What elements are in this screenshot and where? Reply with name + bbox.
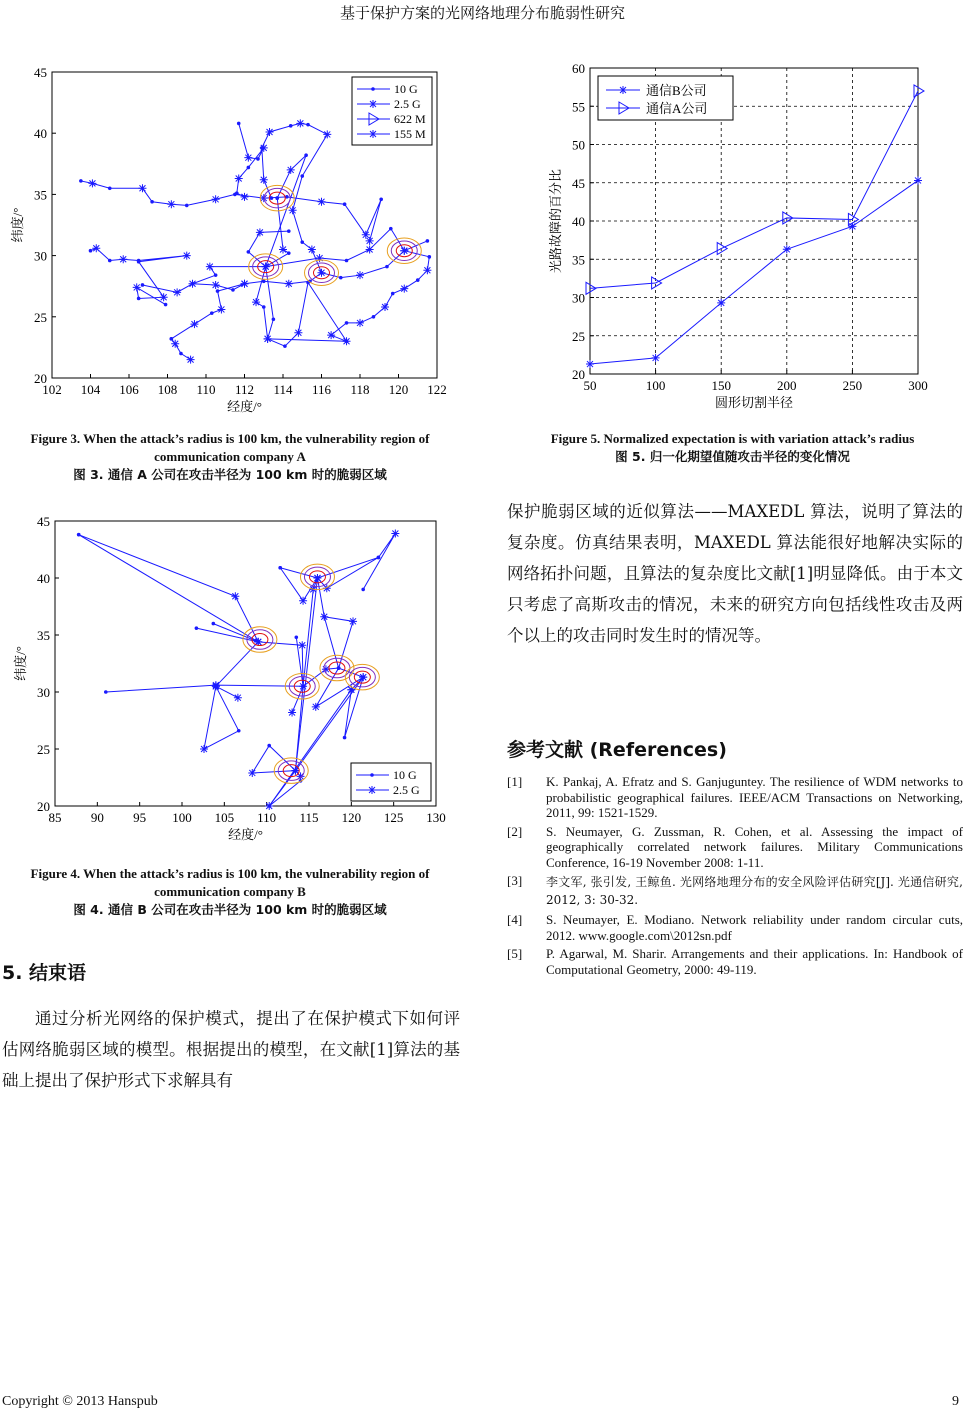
network-node bbox=[372, 315, 376, 319]
plot-marks bbox=[586, 85, 924, 368]
series-line bbox=[590, 91, 918, 288]
network-node bbox=[318, 198, 326, 206]
figure-5-caption bbox=[500, 430, 965, 466]
network-node bbox=[362, 231, 370, 239]
network-link bbox=[252, 746, 295, 773]
network-node bbox=[304, 153, 308, 157]
network-node bbox=[189, 280, 197, 288]
network-node bbox=[300, 240, 304, 244]
network-node bbox=[275, 196, 279, 200]
x-tick-label: 104 bbox=[80, 382, 101, 397]
network-node bbox=[306, 123, 310, 127]
network-node bbox=[256, 157, 260, 161]
x-tick-label: 250 bbox=[842, 378, 863, 393]
network-node bbox=[179, 352, 183, 356]
network-node bbox=[137, 297, 141, 301]
legend-label: 2.5 G bbox=[393, 783, 420, 797]
network-node bbox=[210, 311, 214, 315]
network-node bbox=[287, 166, 295, 174]
y-tick-label: 45 bbox=[572, 175, 585, 191]
network-node bbox=[185, 204, 189, 208]
y-tick-label: 35 bbox=[572, 252, 585, 268]
x-tick-label: 105 bbox=[214, 810, 235, 825]
network-node bbox=[235, 174, 243, 182]
network-node bbox=[138, 184, 146, 192]
network-node bbox=[381, 303, 389, 311]
reference-item bbox=[507, 873, 963, 909]
network-node bbox=[247, 250, 251, 254]
reference-text: P. Agarwal, M. Sharir. Arrangements and their applications. In: Handbook of Computational Geometry, 2000: 49-119. bbox=[546, 946, 963, 977]
network-node bbox=[108, 259, 112, 263]
network-node bbox=[264, 335, 272, 343]
x-tick-label: 108 bbox=[157, 382, 178, 397]
network-node bbox=[200, 745, 208, 753]
network-node bbox=[212, 281, 220, 289]
network-node bbox=[270, 196, 274, 200]
network-node bbox=[361, 675, 365, 679]
x-tick-label: 150 bbox=[711, 378, 731, 393]
legend bbox=[352, 77, 432, 145]
network-node bbox=[266, 128, 274, 136]
network-node bbox=[278, 566, 282, 570]
network-node bbox=[206, 263, 214, 271]
figure-3-caption bbox=[10, 430, 450, 484]
y-tick-label: 35 bbox=[34, 187, 47, 203]
figure-4-caption bbox=[10, 865, 450, 919]
legend-marker bbox=[619, 86, 627, 94]
x-tick-label: 100 bbox=[645, 378, 666, 393]
data-point bbox=[586, 360, 594, 368]
x-tick-label: 110 bbox=[257, 810, 277, 825]
y-tick-label: 40 bbox=[572, 214, 585, 229]
y-tick-label: 35 bbox=[37, 628, 50, 643]
legend-label: 10 G bbox=[393, 768, 417, 782]
network-node bbox=[214, 273, 218, 277]
y-tick-label: 40 bbox=[34, 126, 47, 142]
y-tick-label: 20 bbox=[37, 799, 50, 814]
plot-marks bbox=[79, 119, 431, 363]
network-node bbox=[256, 228, 264, 236]
network-node bbox=[133, 283, 141, 291]
network-node bbox=[308, 245, 316, 253]
network-node bbox=[183, 252, 191, 260]
network-node bbox=[108, 186, 112, 190]
reference-item bbox=[507, 774, 963, 821]
reference-number: [1] bbox=[507, 774, 523, 789]
figure-5-plot bbox=[530, 55, 950, 415]
network-link bbox=[171, 339, 190, 360]
y-tick-label: 60 bbox=[572, 61, 585, 76]
network-node bbox=[391, 292, 395, 296]
network-node bbox=[272, 317, 276, 321]
network-link bbox=[91, 248, 187, 304]
x-tick-label: 50 bbox=[583, 378, 597, 393]
reference-item bbox=[507, 824, 963, 871]
x-tick-label: 125 bbox=[383, 810, 404, 825]
x-tick-label: 115 bbox=[299, 810, 319, 825]
legend-label: 622 M bbox=[394, 112, 426, 126]
network-node bbox=[267, 744, 271, 748]
conclusion-continued-paragraph: 保护脆弱区域的近似算法——MAXEDL 算法，说明了算法的复杂度。仿真结果表明，MAXEDL 算法能很好地解决实际的网络拓扑问题，且算法的复杂度比文献[1]明显降低。由于本文只考虑了高斯攻击的情况，未来的研究方向包括线性攻击及两个以上的攻击同时发生时的情况等。 bbox=[507, 502, 963, 645]
network-node bbox=[345, 259, 349, 263]
y-axis-label: 纬度/° bbox=[13, 646, 28, 681]
network-node bbox=[400, 285, 408, 293]
network-node bbox=[256, 640, 260, 644]
figure-3-caption-zh: 图 3. 通信 A 公司在攻击半径为 100 km 时的脆弱区域 bbox=[73, 467, 387, 482]
x-tick-label: 122 bbox=[427, 382, 447, 397]
y-tick-label: 40 bbox=[37, 571, 50, 586]
network-node bbox=[244, 154, 252, 162]
network-node bbox=[320, 271, 324, 275]
network-node bbox=[212, 682, 220, 690]
network-node bbox=[262, 305, 266, 309]
x-tick-label: 100 bbox=[172, 810, 192, 825]
x-tick-label: 102 bbox=[42, 382, 62, 397]
network-node bbox=[212, 622, 216, 626]
network-node bbox=[79, 179, 83, 183]
network-node bbox=[264, 265, 268, 269]
network-node bbox=[212, 195, 220, 203]
y-tick-label: 20 bbox=[572, 367, 585, 382]
y-tick-label: 25 bbox=[37, 742, 50, 757]
reference-list bbox=[507, 774, 963, 980]
network-link bbox=[269, 690, 351, 806]
legend-label: 通信B公司 bbox=[646, 83, 707, 98]
copyright-footer: Copyright © 2013 Hanspub bbox=[2, 1394, 158, 1409]
network-node bbox=[167, 200, 175, 208]
network-node bbox=[416, 278, 420, 282]
network-node bbox=[187, 356, 195, 364]
network-node bbox=[423, 266, 431, 274]
network-node bbox=[285, 280, 293, 288]
legend-label: 10 G bbox=[394, 82, 418, 96]
network-node bbox=[247, 166, 251, 170]
data-point bbox=[783, 245, 791, 253]
legend-marker bbox=[369, 100, 377, 108]
network-node bbox=[366, 237, 374, 245]
network-node bbox=[217, 305, 225, 313]
figure-3-plot bbox=[0, 55, 470, 420]
x-tick-label: 118 bbox=[350, 382, 370, 397]
network-node bbox=[119, 255, 127, 263]
x-axis-label: 经度/° bbox=[228, 827, 263, 842]
figure-4-caption-en: Figure 4. When the attack’s radius is 100 km, the vulnerability region of communication company B bbox=[30, 866, 430, 899]
network-node bbox=[241, 193, 249, 201]
figure-5-caption-zh: 图 5. 归一化期望值随攻击半径的变化情况 bbox=[615, 449, 850, 464]
x-tick-label: 120 bbox=[341, 810, 362, 825]
x-tick-label: 200 bbox=[777, 378, 797, 393]
network-node bbox=[216, 289, 220, 293]
y-tick-label: 30 bbox=[34, 248, 47, 264]
network-node bbox=[343, 736, 347, 740]
network-node bbox=[89, 249, 93, 253]
network-node bbox=[327, 331, 335, 339]
network-node bbox=[287, 229, 291, 233]
network-node bbox=[426, 239, 430, 243]
network-node bbox=[92, 244, 100, 252]
reference-number: [3] bbox=[507, 873, 523, 888]
network-node bbox=[366, 245, 374, 253]
reference-text: S. Neumayer, G. Zussman, R. Cohen, et al. Assessing the impact of geographically correlated network failures. Military Communications Conference, 16-19 November 2008: 1-11. bbox=[546, 823, 963, 870]
network-node bbox=[260, 146, 264, 150]
x-tick-label: 110 bbox=[196, 382, 216, 397]
figure-4-caption-zh: 图 4. 通信 B 公司在攻击半径为 100 km 时的脆弱区域 bbox=[73, 902, 387, 917]
network-node bbox=[77, 533, 81, 537]
reference-number: [4] bbox=[507, 912, 523, 927]
x-tick-label: 112 bbox=[234, 382, 255, 397]
reference-text: K. Pankaj, A. Efratz and S. Ganjuguntey. The resilience of WDM networks to probabilistic geographical failures. IEEE/ACM Transactions on Networking, 2011, 99: 1521-1529. bbox=[546, 774, 963, 820]
network-node bbox=[260, 176, 268, 184]
reference-number: [2] bbox=[507, 823, 523, 839]
x-tick-label: 95 bbox=[133, 810, 147, 825]
x-tick-label: 300 bbox=[908, 378, 928, 393]
network-node bbox=[391, 530, 399, 538]
x-tick-label: 85 bbox=[48, 810, 62, 825]
y-tick-label: 25 bbox=[34, 309, 47, 325]
network-node bbox=[234, 694, 242, 702]
legend-marker bbox=[368, 786, 376, 794]
network-node bbox=[385, 265, 389, 269]
legend-marker bbox=[371, 87, 375, 91]
x-tick-label: 106 bbox=[119, 382, 139, 397]
network-node bbox=[389, 227, 393, 231]
page-number: 9 bbox=[952, 1394, 959, 1409]
legend-marker bbox=[369, 130, 377, 138]
x-axis-label: 圆形切割半径 bbox=[714, 395, 794, 410]
section-5-heading: 5. 结束语 bbox=[2, 962, 87, 984]
network-node bbox=[287, 251, 291, 255]
reference-number: [5] bbox=[507, 946, 523, 961]
network-node bbox=[296, 119, 304, 127]
y-tick-label: 50 bbox=[572, 137, 585, 153]
y-tick-label: 25 bbox=[572, 328, 585, 344]
network-node bbox=[88, 179, 96, 187]
x-tick-label: 120 bbox=[388, 382, 409, 397]
x-tick-label: 130 bbox=[426, 810, 446, 825]
network-node bbox=[361, 588, 365, 592]
network-node bbox=[141, 283, 145, 287]
network-node bbox=[241, 280, 249, 288]
legend bbox=[351, 763, 431, 801]
network-node bbox=[267, 804, 271, 808]
legend-label: 155 M bbox=[394, 127, 426, 141]
network-node bbox=[173, 288, 181, 296]
network-node bbox=[298, 641, 306, 649]
section-5-paragraph: 通过分析光网络的保护模式，提出了在保护模式下如何评估网络脆弱区域的模型。根据提出的模型，在文献[1]算法的基础上提出了保护形式下求解具有 bbox=[2, 1009, 460, 1090]
y-tick-label: 55 bbox=[572, 99, 585, 115]
network-node bbox=[164, 303, 168, 307]
network-node bbox=[288, 709, 296, 717]
network-node bbox=[400, 247, 408, 255]
series-line bbox=[590, 180, 918, 364]
network-node bbox=[301, 685, 305, 689]
network-node bbox=[312, 703, 320, 711]
y-tick-label: 20 bbox=[34, 371, 47, 386]
legend-label: 通信A公司 bbox=[646, 101, 708, 116]
network-node bbox=[160, 293, 168, 301]
data-point bbox=[914, 176, 922, 184]
network-node bbox=[195, 626, 199, 630]
network-link bbox=[345, 677, 364, 737]
network-node bbox=[283, 344, 287, 348]
y-tick-label: 45 bbox=[34, 65, 47, 80]
network-node bbox=[345, 339, 349, 343]
network-node bbox=[237, 122, 241, 126]
network-node bbox=[356, 271, 364, 279]
x-axis-label: 经度/° bbox=[227, 399, 262, 414]
x-tick-label: 90 bbox=[90, 810, 104, 825]
network-node bbox=[171, 340, 179, 348]
network-link bbox=[81, 181, 381, 241]
running-header: 基于保护方案的光网络地理分布脆弱性研究 bbox=[339, 4, 625, 22]
network-node bbox=[170, 337, 174, 341]
reference-text: S. Neumayer, E. Modiano. Network reliability under random circular cuts, 2012. www.google.com\2012sn.pdf bbox=[546, 912, 963, 943]
network-node bbox=[322, 615, 326, 619]
y-tick-label: 30 bbox=[572, 290, 585, 306]
network-link bbox=[79, 535, 258, 642]
reference-item bbox=[507, 946, 963, 977]
network-node bbox=[313, 574, 321, 582]
data-point bbox=[652, 354, 660, 362]
network-node bbox=[345, 321, 349, 325]
network-node bbox=[337, 666, 341, 670]
network-node bbox=[428, 255, 432, 259]
x-tick-label: 116 bbox=[311, 382, 332, 397]
network-node bbox=[356, 319, 364, 327]
y-axis-label: 纬度/° bbox=[10, 207, 25, 243]
network-node bbox=[289, 124, 293, 128]
network-node bbox=[289, 206, 297, 214]
figure-3-caption-en: Figure 3. When the attack’s radius is 100 km, the vulnerability region of communication company A bbox=[30, 431, 430, 464]
network-node bbox=[349, 617, 357, 625]
x-tick-label: 114 bbox=[273, 382, 293, 397]
network-node bbox=[231, 592, 239, 600]
network-node bbox=[295, 635, 299, 639]
y-tick-label: 45 bbox=[37, 514, 50, 529]
legend-label: 2.5 G bbox=[394, 97, 421, 111]
network-node bbox=[323, 130, 331, 138]
network-node bbox=[190, 320, 198, 328]
network-node bbox=[248, 769, 256, 777]
references-heading: 参考文献 (References) bbox=[507, 739, 727, 761]
network-link bbox=[216, 642, 258, 686]
network-link bbox=[280, 534, 395, 590]
network-node bbox=[299, 597, 307, 605]
figure-5-caption-en: Figure 5. Normalized expectation is with variation attack’s radius bbox=[550, 431, 915, 446]
y-tick-label: 30 bbox=[37, 685, 50, 700]
data-point bbox=[717, 299, 725, 307]
network-node bbox=[150, 200, 154, 204]
network-node bbox=[237, 729, 241, 733]
network-node bbox=[235, 191, 239, 195]
figure-4-plot bbox=[0, 505, 470, 855]
network-node bbox=[279, 245, 287, 253]
network-node bbox=[252, 298, 260, 306]
network-link bbox=[106, 685, 303, 692]
network-node bbox=[137, 260, 141, 264]
network-node bbox=[377, 556, 381, 560]
y-axis-label: 光路故障的百分比 bbox=[548, 168, 563, 274]
network-node bbox=[339, 276, 343, 280]
network-node bbox=[104, 690, 108, 694]
reference-item bbox=[507, 912, 963, 943]
network-node bbox=[294, 329, 302, 337]
network-node bbox=[231, 288, 235, 292]
legend-marker bbox=[370, 773, 374, 777]
network-node bbox=[300, 174, 304, 178]
network-node bbox=[343, 202, 347, 206]
network-node bbox=[379, 197, 383, 201]
legend bbox=[598, 76, 733, 120]
reference-text: 李文军, 张引发, 王鲸鱼. 光网络地理分布的安全风险评估研究[J]. 光通信研究, 2012, 3: 30-32. bbox=[546, 875, 963, 907]
